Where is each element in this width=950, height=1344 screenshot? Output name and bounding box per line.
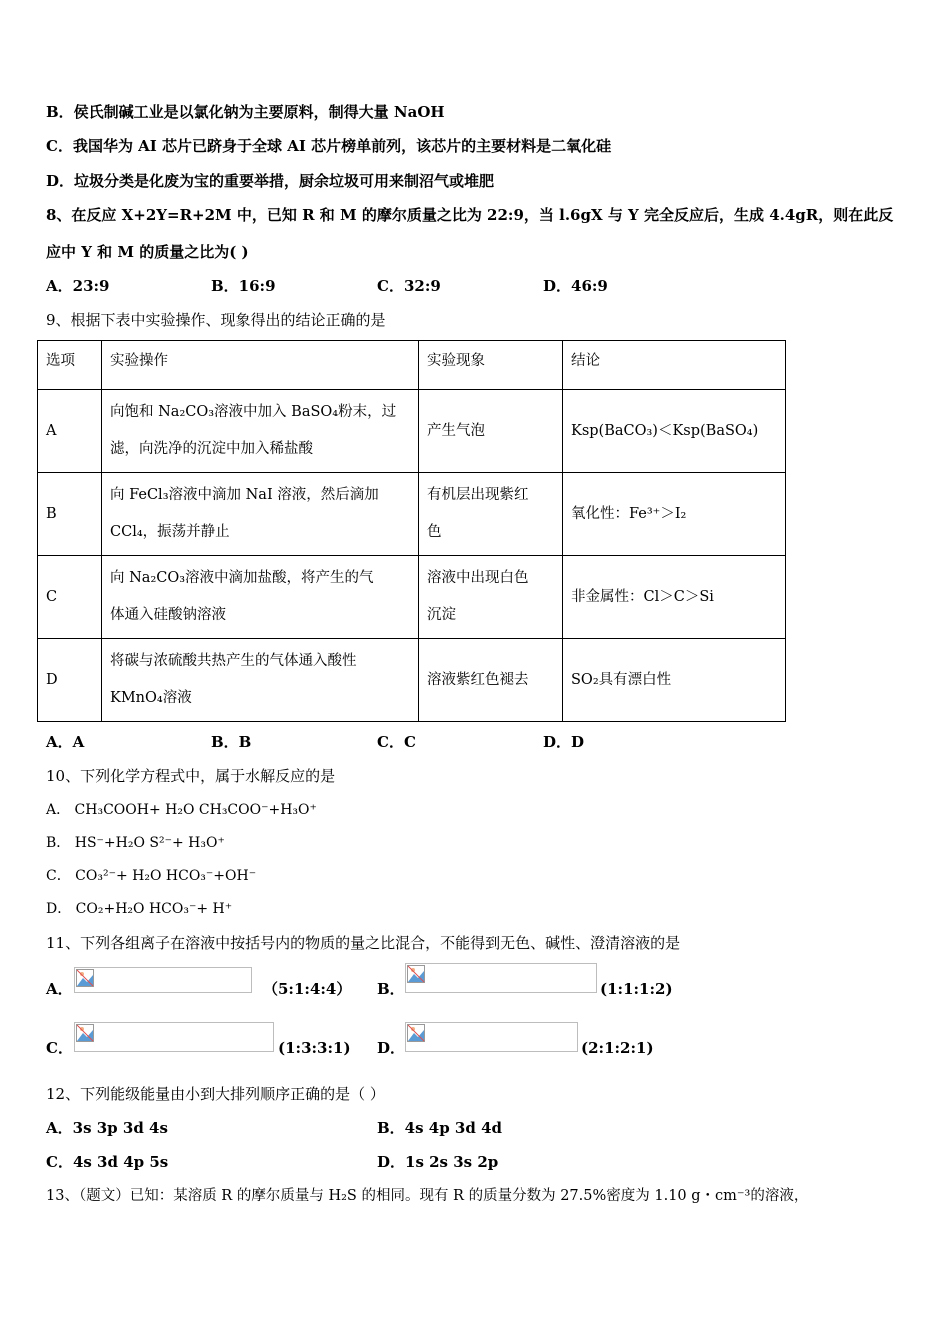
q8-option-a: A．23:9 <box>46 277 110 295</box>
q12-option-b: B．4s 4p 3d 4d <box>377 1119 503 1137</box>
q11-option-a-label: A． <box>46 980 73 998</box>
q10-stem: 10、下列化学方程式中，属于水解反应的是 <box>46 767 336 785</box>
table-row <box>38 556 786 639</box>
table-row <box>38 473 786 556</box>
cell-operation: 向饱和 Na₂CO₃溶液中加入 BaSO₄粉末，过 滤，向洗净的沉淀中加入稀盐酸 <box>102 390 419 473</box>
cell-operation: 向 FeCl₃溶液中滴加 NaI 溶液，然后滴加 CCl₄，振荡并静止 <box>102 473 419 556</box>
cell-conclusion: 氧化性：Fe³⁺＞I₂ <box>563 473 786 556</box>
q11-option-d-label: D． <box>377 1039 406 1057</box>
q11-stem: 11、下列各组离子在溶液中按括号内的物质的量之比混合，不能得到无色、碱性、澄清溶液的是 <box>46 934 681 952</box>
cell-option: B <box>38 473 102 556</box>
header-phenomenon: 实验现象 <box>419 341 563 390</box>
q11-option-c-label: C． <box>46 1039 73 1057</box>
q10-option-d: D． CO₂+H₂O HCO₃⁻+ H⁺ <box>46 901 233 917</box>
cell-conclusion: 非金属性：Cl＞C＞Si <box>563 556 786 639</box>
q9-option-c: C．C <box>377 733 416 751</box>
cell-option: A <box>38 390 102 473</box>
broken-image-icon <box>407 965 425 983</box>
cell-operation: 向 Na₂CO₃溶液中滴加盐酸，将产生的气 体通入硅酸钠溶液 <box>102 556 419 639</box>
table-header-row <box>38 341 786 390</box>
q13-stem: 13、（题文）已知：某溶质 R 的摩尔质量与 H₂S 的相同。现有 R 的质量分数为 27.5%密度为 1.10 g・cm⁻³的溶液， <box>46 1188 809 1204</box>
q7-option-b: B．侯氏制碱工业是以氯化钠为主要原料，制得大量 NaOH <box>46 103 445 121</box>
cell-operation: 将碳与浓硫酸共热产生的气体通入酸性 KMnO₄溶液 <box>102 639 419 722</box>
q11-option-b-ratio: (1:1:1:2) <box>600 980 673 998</box>
q9-option-b: B．B <box>211 733 252 751</box>
q7-option-d: D．垃圾分类是化废为宝的重要举措，厨余垃圾可用来制沼气或堆肥 <box>46 172 495 190</box>
cell-option: D <box>38 639 102 722</box>
q8-stem-line1: 8、在反应 X+2Y=R+2M 中，已知 R 和 M 的摩尔质量之比为 22:9，当 l.6gX 与 Y 完全反应后，生成 4.4gR，则在此反 <box>46 206 894 224</box>
q12-stem: 12、下列能级能量由小到大排列顺序正确的是（ ） <box>46 1085 385 1103</box>
q9-table <box>37 340 786 722</box>
q11-option-c-ratio: (1:3:3:1) <box>278 1039 351 1057</box>
q8-option-b: B．16:9 <box>211 277 276 295</box>
broken-image-icon <box>76 1024 94 1042</box>
header-conclusion: 结论 <box>563 341 786 390</box>
table-row <box>38 639 786 722</box>
q11-option-b-label: B． <box>377 980 405 998</box>
q10-option-b: B． HS⁻+H₂O S²⁻+ H₃O⁺ <box>46 835 225 851</box>
q10-option-c: C． CO₃²⁻+ H₂O HCO₃⁻+OH⁻ <box>46 868 257 884</box>
q11-option-d-ratio: (2:1:2:1) <box>581 1039 654 1057</box>
q8-option-d: D．46:9 <box>543 277 608 295</box>
cell-phenomenon: 溶液中出现白色 沉淀 <box>419 556 563 639</box>
q11-option-b-image <box>405 963 597 993</box>
q9-stem: 9、根据下表中实验操作、现象得出的结论正确的是 <box>46 311 386 329</box>
header-operation: 实验操作 <box>102 341 419 390</box>
q12-option-a: A．3s 3p 3d 4s <box>46 1119 168 1137</box>
cell-phenomenon: 有机层出现紫红 色 <box>419 473 563 556</box>
q8-option-c: C．32:9 <box>377 277 441 295</box>
q11-option-a-ratio: （5:1:4:4） <box>263 980 352 998</box>
table-row <box>38 390 786 473</box>
q9-option-a: A．A <box>46 733 85 751</box>
broken-image-icon <box>407 1024 425 1042</box>
cell-option: C <box>38 556 102 639</box>
cell-conclusion: Ksp(BaCO₃)＜Ksp(BaSO₄) <box>563 390 786 473</box>
cell-conclusion: SO₂具有漂白性 <box>563 639 786 722</box>
header-option: 选项 <box>38 341 102 390</box>
q8-stem-line2: 应中 Y 和 M 的质量之比为( ) <box>46 243 249 261</box>
q7-option-c: C．我国华为 AI 芯片已跻身于全球 AI 芯片榜单前列，该芯片的主要材料是二氧化硅 <box>46 137 612 155</box>
cell-phenomenon: 产生气泡 <box>419 390 563 473</box>
cell-phenomenon: 溶液紫红色褪去 <box>419 639 563 722</box>
q10-option-a: A． CH₃COOH+ H₂O CH₃COO⁻+H₃O⁺ <box>46 802 317 818</box>
q11-option-c-image <box>74 1022 274 1052</box>
q12-option-c: C．4s 3d 4p 5s <box>46 1153 169 1171</box>
q9-option-d: D．D <box>543 733 585 751</box>
q11-option-a-image <box>74 967 252 993</box>
q11-option-d-image <box>405 1022 578 1052</box>
q12-option-d: D．1s 2s 3s 2p <box>377 1153 499 1171</box>
broken-image-icon <box>76 969 94 987</box>
